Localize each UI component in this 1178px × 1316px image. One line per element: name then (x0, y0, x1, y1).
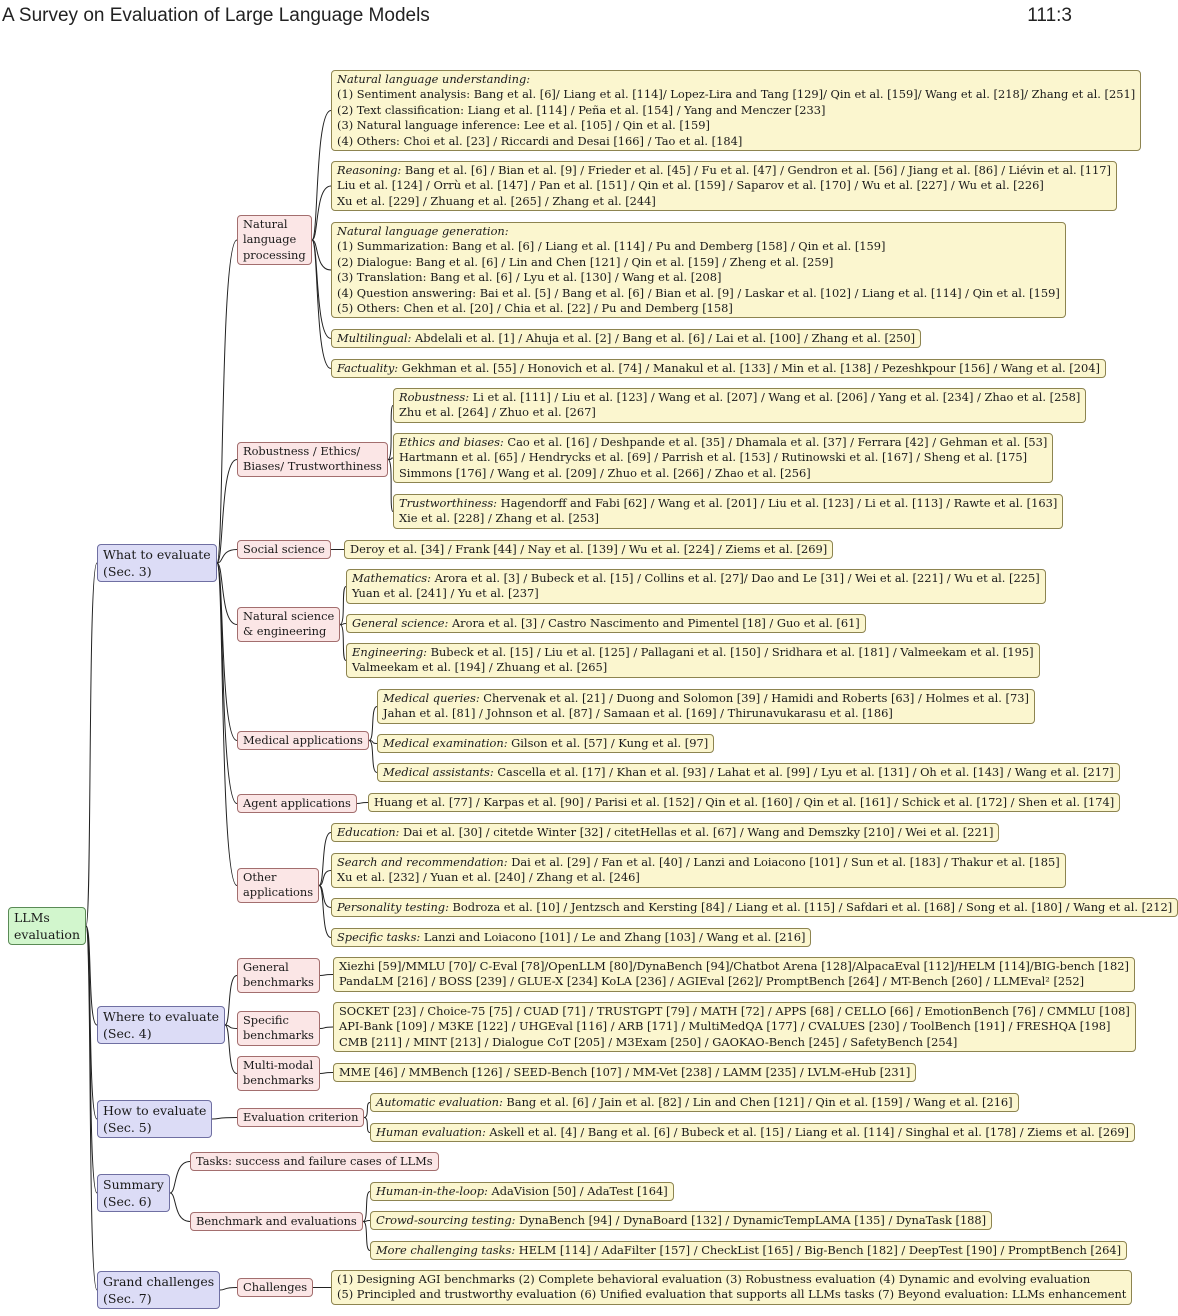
leaf-reasoning (331, 161, 1117, 211)
leaf-line: Xu et al. [229] / Zhuang et al. [265] / Zhang et al. [244] (337, 193, 656, 208)
leaf-line (352, 616, 860, 631)
leaf-human-evaluation (370, 1123, 1135, 1142)
edge-category-agent-to-leaf-agent (357, 803, 368, 804)
node-label-line: LLMs (14, 910, 50, 925)
leaf-search (331, 853, 1066, 888)
leaf-trustworthiness (393, 494, 1063, 529)
node-label-line: Grand challenges (103, 1274, 215, 1289)
node-label-line: Medical applications (243, 733, 363, 747)
node-label-line: Biases/ Trustworthiness (243, 459, 382, 474)
node-label-line: Where to evaluate (103, 1009, 219, 1024)
leaf-line: SOCKET [23] / Choice-75 [75] / CUAD [71] / TRUSTGPT [79] / MATH [72] / APPS [68] / CELLO [66] / EmotionBench [76] / CMMLU [108] (339, 1004, 1130, 1018)
node-label-line: Social science (243, 542, 325, 556)
leaf-line (337, 331, 915, 346)
leaf-crowd-sourcing (370, 1211, 992, 1230)
leaf-line (352, 645, 1034, 660)
node-label-line: & engineering (243, 624, 327, 639)
edge-section-summary-to-category-tasks (170, 1162, 190, 1194)
leaf-heading: Search and recommendation: (337, 855, 508, 869)
node-label-line: (Sec. 4) (103, 1026, 152, 1041)
node-label-line: Summary (103, 1177, 164, 1192)
node-label-line: Challenges (243, 1280, 308, 1294)
edge-section-what-to-evaluate-to-category-robustness (217, 460, 237, 564)
leaf-general-science (346, 614, 866, 633)
leaf-heading: Natural language generation: (337, 224, 509, 238)
leaf-text: Dai et al. [29] / Fan et al. [40] / Lanzi and Loiacono [101] / Sun et al. [183] / Thakur et al. [185] (507, 855, 1060, 869)
leaf-line: (4) Others: Choi et al. [23] / Riccardi and Desai [166] / Tao et al. [184] (337, 133, 743, 148)
leaf-education (331, 823, 999, 842)
leaf-text: Gekhman et al. [55] / Honovich et al. [74] / Manakul et al. [133] / Min et al. [138] / Pezeshkpour [156] / Wang et al. [204] (398, 361, 1100, 375)
leaf-challenges (331, 1270, 1132, 1305)
leaf-heading: Medical examination: (383, 736, 508, 750)
node-label-line: language (243, 232, 297, 247)
edge-category-multimodal-benchmarks-to-leaf-multimodal-benchmarks (320, 1073, 333, 1074)
leaf-text: Hagendorff and Fabi [62] / Wang et al. [201] / Liu et al. [123] / Li et al. [113] / Rawte et al. [163] (497, 496, 1058, 510)
edge-category-nlp-to-leaf-factuality (312, 240, 331, 369)
edge-root-node-to-section-what-to-evaluate (86, 563, 97, 926)
node-label-line: Evaluation criterion (243, 1110, 359, 1124)
leaf-heading: Natural language understanding: (337, 72, 531, 86)
leaf-line (337, 825, 993, 840)
leaf-line: (3) Natural language inference: Lee et al. [105] / Qin et al. [159] (337, 118, 710, 133)
node-label-line: Multi-modal (243, 1058, 314, 1072)
leaf-line: Hartmann et al. [65] / Hendrycks et al. [69] / Parrish et al. [153] / Rutinowski et al. [167] / Sheng et al. [175] (399, 450, 1028, 465)
leaf-line (352, 571, 1040, 586)
node-label-line: (Sec. 3) (103, 564, 152, 579)
leaf-text: HELM [114] / AdaFilter [157] / CheckList [165] / Big-Bench [182] / DeepTest [190] / PromptBench [264] (515, 1243, 1122, 1257)
category-evaluation-criterion (237, 1108, 364, 1127)
node-label-line: Tasks: success and failure cases of LLMs (196, 1154, 433, 1168)
leaf-robustness (393, 388, 1086, 423)
category-other (237, 868, 319, 903)
category-tasks (190, 1152, 439, 1171)
leaf-text: Dai et al. [30] / citetde Winter [32] / citetHellas et al. [67] / Wang and Demszky [210] / Wei et al. [221] (399, 825, 994, 839)
root-node (8, 907, 86, 945)
edge-category-nlp-to-leaf-nlu (312, 111, 331, 241)
leaf-text: Arora et al. [3] / Bubeck et al. [15] / Collins et al. [27]/ Dao and Le [31] / Wei et al. [221] / Wu et al. [225] (430, 571, 1040, 585)
category-benchmark-evaluations (190, 1212, 363, 1231)
leaf-heading: Human-in-the-loop: (376, 1184, 488, 1198)
leaf-line: (3) Translation: Bang et al. [6] / Lyu et al. [130] / Wang et al. [208] (337, 270, 722, 285)
leaf-line (383, 691, 1029, 706)
category-natural-science (237, 607, 340, 642)
leaf-line: (1) Sentiment analysis: Bang et al. [6]/ Liang et al. [114]/ Lopez-Lira and Tang [129]/ Qin et al. [159]/ Wang et al. [218]/ Zhang et al. [251] (337, 87, 1136, 102)
leaf-heading: Personality testing: (337, 900, 449, 914)
node-label-line: evaluation (14, 927, 81, 942)
leaf-line: Jahan et al. [81] / Johnson et al. [87] / Samaan et al. [169] / Thirunavukarasu et al. [186] (383, 706, 893, 721)
leaf-text: Arora et al. [3] / Castro Nascimento and Pimentel [18] / Guo et al. [61] (448, 616, 860, 630)
leaf-heading: Robustness: (399, 390, 470, 404)
leaf-heading: Medical queries: (383, 691, 480, 705)
leaf-social (344, 540, 833, 559)
leaf-nlu (331, 70, 1141, 151)
edge-category-benchmark-evaluations-to-leaf-more-challenging (363, 1222, 370, 1251)
edge-category-other-to-leaf-education (319, 833, 331, 886)
edge-category-benchmark-evaluations-to-leaf-human-in-the-loop (363, 1192, 370, 1222)
node-label-line: General (243, 960, 289, 974)
leaf-line (399, 496, 1057, 511)
leaf-line: (5) Others: Chen et al. [20] / Chia et al. [22] / Pu and Demberg [158] (337, 301, 733, 316)
edge-category-medical-to-leaf-medical-queries (369, 707, 377, 741)
leaf-text: AdaVision [50] / AdaTest [164] (487, 1184, 668, 1198)
leaf-general-benchmarks (333, 957, 1135, 992)
section-where-to-evaluate (97, 1006, 225, 1044)
leaf-agent (368, 793, 1120, 812)
leaf-line (399, 435, 1047, 450)
node-label-line: benchmarks (243, 1028, 314, 1043)
node-label-line: Natural (243, 217, 288, 231)
leaf-multilingual (331, 329, 921, 348)
leaf-line: PandaLM [216] / BOSS [239] / GLUE-X [234] KoLA [236] / AGIEval [262]/ PromptBench [264] / MT-Bench [260] / LLMEval² [252] (339, 974, 1085, 989)
leaf-line (337, 930, 805, 945)
node-label-line: benchmarks (243, 1073, 314, 1088)
leaf-text: Bang et al. [6] / Bian et al. [9] / Frieder et al. [45] / Fu et al. [47] / Gendron et al. [56] / Jiang et al. [86] / Liévin et al. [117] (401, 163, 1111, 177)
leaf-text: Li et al. [111] / Liu et al. [123] / Wang et al. [207] / Wang et al. [206] / Yang et al. [234] / Zhao et al. [258] (469, 390, 1081, 404)
category-specific-benchmarks (237, 1011, 320, 1046)
leaf-text: Abdelali et al. [1] / Ahuja et al. [2] / Bang et al. [6] / Lai et al. [100] / Zhang et al. [250] (411, 331, 916, 345)
leaf-heading: Reasoning: (337, 163, 402, 177)
leaf-line: CMB [211] / MINT [213] / Dialogue CoT [205] / M3Exam [250] / GAOKAO-Bench [245] / SafetyBench [254] (339, 1034, 958, 1049)
edge-section-what-to-evaluate-to-category-nlp (217, 240, 237, 563)
leaf-ethics (393, 433, 1053, 483)
leaf-line: Xiezhi [59]/MMLU [70]/ C-Eval [78]/OpenLLM [80]/DynaBench [94]/Chatbot Arena [128]/AlpacaEval [112]/HELM [114]/BIG-bench [182] (339, 959, 1129, 973)
leaf-mathematics (346, 569, 1046, 604)
category-nlp (237, 215, 312, 265)
leaf-line (399, 390, 1080, 405)
edge-root-node-to-section-how-to-evaluate (86, 926, 97, 1119)
leaf-text: Bodroza et al. [10] / Jentzsch and Kersting [84] / Liang et al. [115] / Safdari et al. [168] / Song et al. [180] / Wang et al. [212] (448, 900, 1173, 914)
category-agent (237, 794, 357, 813)
leaf-line (337, 163, 1111, 178)
leaf-line: (1) Designing AGI benchmarks (2) Complete behavioral evaluation (3) Robustness evaluation (4) Dynamic and evolving evaluation (337, 1272, 1091, 1286)
leaf-line: Valmeekam et al. [194] / Zhuang et al. [265] (352, 660, 608, 675)
leaf-heading: Human evaluation: (376, 1125, 486, 1139)
leaf-line: (1) Summarization: Bang et al. [6] / Liang et al. [114] / Pu and Demberg [158] / Qin et al. [159] (337, 239, 886, 254)
leaf-line: (4) Question answering: Bai et al. [5] / Bang et al. [6] / Bian et al. [9] / Laskar et al. [102] / Liang et al. [114] / Qin et al. [159] (337, 285, 1060, 300)
node-label-line: Other (243, 870, 277, 884)
leaf-automatic-evaluation (370, 1093, 1019, 1112)
leaf-line (376, 1213, 986, 1228)
edge-section-how-to-evaluate-to-category-evaluation-criterion (212, 1118, 237, 1120)
leaf-text: DynaBench [94] / DynaBoard [132] / DynamicTempLAMA [135] / DynaTask [188] (515, 1213, 987, 1227)
leaf-line (376, 1125, 1129, 1140)
page-header-title: A Survey on Evaluation of Large Language Models (2, 5, 430, 26)
leaf-heading: Factuality: (337, 361, 399, 375)
leaf-heading: Education: (337, 825, 400, 839)
section-what-to-evaluate (97, 544, 217, 582)
edge-section-where-to-evaluate-to-category-multimodal-benchmarks (225, 1025, 237, 1074)
node-label-line: Agent applications (243, 796, 351, 810)
leaf-line (383, 736, 708, 751)
category-robustness (237, 442, 388, 477)
leaf-line (337, 224, 1060, 239)
edge-category-medical-to-leaf-medical-assistants (369, 741, 377, 773)
edge-category-nlp-to-leaf-reasoning (312, 186, 331, 240)
edge-section-summary-to-category-benchmark-evaluations (170, 1193, 190, 1222)
leaf-line (337, 72, 1135, 87)
leaf-line (376, 1243, 1121, 1258)
edge-category-other-to-leaf-specific-tasks (319, 886, 331, 938)
leaf-text: Chervenak et al. [21] / Duong and Solomon [39] / Hamidi and Roberts [63] / Holmes et al. [73] (479, 691, 1029, 705)
edge-category-general-benchmarks-to-leaf-general-benchmarks (320, 975, 333, 976)
leaf-line: Xu et al. [232] / Yuan et al. [240] / Zhang et al. [246] (337, 870, 640, 885)
section-grand-challenges (97, 1271, 220, 1309)
leaf-multimodal-benchmarks (333, 1063, 916, 1082)
section-summary (97, 1174, 170, 1212)
leaf-factuality (331, 359, 1106, 378)
leaf-line: Yuan et al. [241] / Yu et al. [237] (352, 586, 539, 601)
node-label-line: Natural science (243, 609, 335, 623)
leaf-line (337, 900, 1172, 915)
node-label-line: benchmarks (243, 975, 314, 990)
leaf-line: (2) Dialogue: Bang et al. [6] / Lin and Chen [121] / Qin et al. [159] / Zheng et al. [259] (337, 254, 834, 269)
node-label-line: What to evaluate (103, 547, 211, 562)
leaf-heading: Automatic evaluation: (376, 1095, 503, 1109)
node-label-line: (Sec. 5) (103, 1120, 152, 1135)
leaf-line: Simmons [176] / Wang et al. [209] / Zhuo et al. [266] / Zhao et al. [256] (399, 465, 811, 480)
category-social-science (237, 540, 331, 559)
leaf-text: Askell et al. [4] / Bang et al. [6] / Bubeck et al. [15] / Liang et al. [114] / Singhal et al. [178] / Ziems et al. [269] (485, 1125, 1130, 1139)
leaf-line: (2) Text classification: Liang et al. [114] / Peña et al. [154] / Yang and Menczer [233] (337, 102, 826, 117)
leaf-text: Gilson et al. [57] / Kung et al. [97] (507, 736, 709, 750)
leaf-specific-tasks (331, 928, 811, 947)
leaf-engineering (346, 643, 1040, 678)
category-challenges (237, 1278, 313, 1297)
leaf-line: API-Bank [109] / M3KE [122] / UHGEval [116] / ARB [171] / MultiMedQA [177] / CVALUES [230] / ToolBench [191] / FRESHQA [198] (339, 1019, 1111, 1034)
leaf-heading: Crowd-sourcing testing: (376, 1213, 516, 1227)
leaf-line: Deroy et al. [34] / Frank [44] / Nay et al. [139] / Wu et al. [224] / Ziems et al. [269] (350, 542, 828, 556)
leaf-medical-exam (377, 734, 714, 753)
leaf-line: (5) Principled and trustworthy evaluation (6) Unified evaluation that supports all LLMs tasks (7) Beyond evaluation: LLMs enhancement (337, 1287, 1127, 1302)
node-label-line: applications (243, 885, 314, 900)
leaf-line (376, 1095, 1013, 1110)
leaf-line: Liu et al. [124] / Orrù et al. [147] / Pan et al. [151] / Qin et al. [159] / Saparov et al. [170] / Wu et al. [227] / Wu et al. [226] (337, 178, 1044, 193)
leaf-heading: Engineering: (352, 645, 427, 659)
node-label-line: Specific (243, 1013, 289, 1027)
leaf-heading: Specific tasks: (337, 930, 421, 944)
leaf-human-in-the-loop (370, 1182, 674, 1201)
leaf-text: Lanzi and Loiacono [101] / Le and Zhang [103] / Wang et al. [216] (420, 930, 806, 944)
node-label-line: Benchmark and evaluations (196, 1214, 357, 1228)
leaf-text: Bubeck et al. [15] / Liu et al. [125] / Pallagani et al. [150] / Sridhara et al. [181] / Valmeekam et al. [195] (426, 645, 1034, 659)
leaf-heading: Ethics and biases: (399, 435, 504, 449)
leaf-more-challenging (370, 1241, 1127, 1260)
leaf-text: Bang et al. [6] / Jain et al. [82] / Lin and Chen [121] / Qin et al. [159] / Wang et al. [216] (502, 1095, 1013, 1109)
leaf-line (376, 1184, 668, 1199)
leaf-text: Cascella et al. [17] / Khan et al. [93] / Lahat et al. [99] / Lyu et al. [131] / Oh et al. [143] / Wang et al. [217] (493, 765, 1114, 779)
node-label-line: Robustness / Ethics/ (243, 444, 361, 458)
edge-section-grand-challenges-to-category-challenges (220, 1288, 237, 1291)
leaf-heading: Multilingual: (337, 331, 412, 345)
leaf-heading: Mathematics: (352, 571, 431, 585)
leaf-line (337, 855, 1060, 870)
leaf-heading: Medical assistants: (383, 765, 494, 779)
leaf-medical-queries (377, 689, 1035, 724)
leaf-personality (331, 898, 1178, 917)
leaf-line (337, 361, 1100, 376)
node-label-line: (Sec. 7) (103, 1291, 152, 1306)
leaf-line: Xie et al. [228] / Zhang et al. [253] (399, 511, 599, 526)
node-label-line: How to evaluate (103, 1103, 207, 1118)
leaf-line: Huang et al. [77] / Karpas et al. [90] / Parisi et al. [152] / Qin et al. [160] / Qin et al. [161] / Schick et al. [172] / Shen et al. [174] (374, 795, 1115, 809)
leaf-heading: Trustworthiness: (399, 496, 498, 510)
edge-category-specific-benchmarks-to-leaf-specific-benchmarks (320, 1027, 333, 1029)
leaf-heading: More challenging tasks: (376, 1243, 516, 1257)
node-label-line: processing (243, 247, 306, 262)
leaf-line: Zhu et al. [264] / Zhuo et al. [267] (399, 405, 596, 420)
page-number: 111:3 (1027, 5, 1072, 26)
category-general-benchmarks (237, 958, 320, 993)
leaf-line (383, 765, 1114, 780)
leaf-heading: General science: (352, 616, 449, 630)
leaf-specific-benchmarks (333, 1002, 1136, 1052)
category-medical (237, 731, 369, 750)
node-label-line: (Sec. 6) (103, 1194, 152, 1209)
leaf-text: Cao et al. [16] / Deshpande et al. [35] / Dhamala et al. [37] / Ferrara [42] / Gehman et al. [53] (503, 435, 1048, 449)
section-how-to-evaluate (97, 1100, 212, 1138)
leaf-medical-assistants (377, 763, 1120, 782)
category-multimodal-benchmarks (237, 1056, 320, 1091)
leaf-nlg (331, 222, 1066, 318)
edge-section-where-to-evaluate-to-category-general-benchmarks (225, 976, 237, 1026)
leaf-line: MME [46] / MMBench [126] / SEED-Bench [107] / MM-Vet [238] / LAMM [235] / LVLM-eHub [231] (339, 1065, 911, 1079)
